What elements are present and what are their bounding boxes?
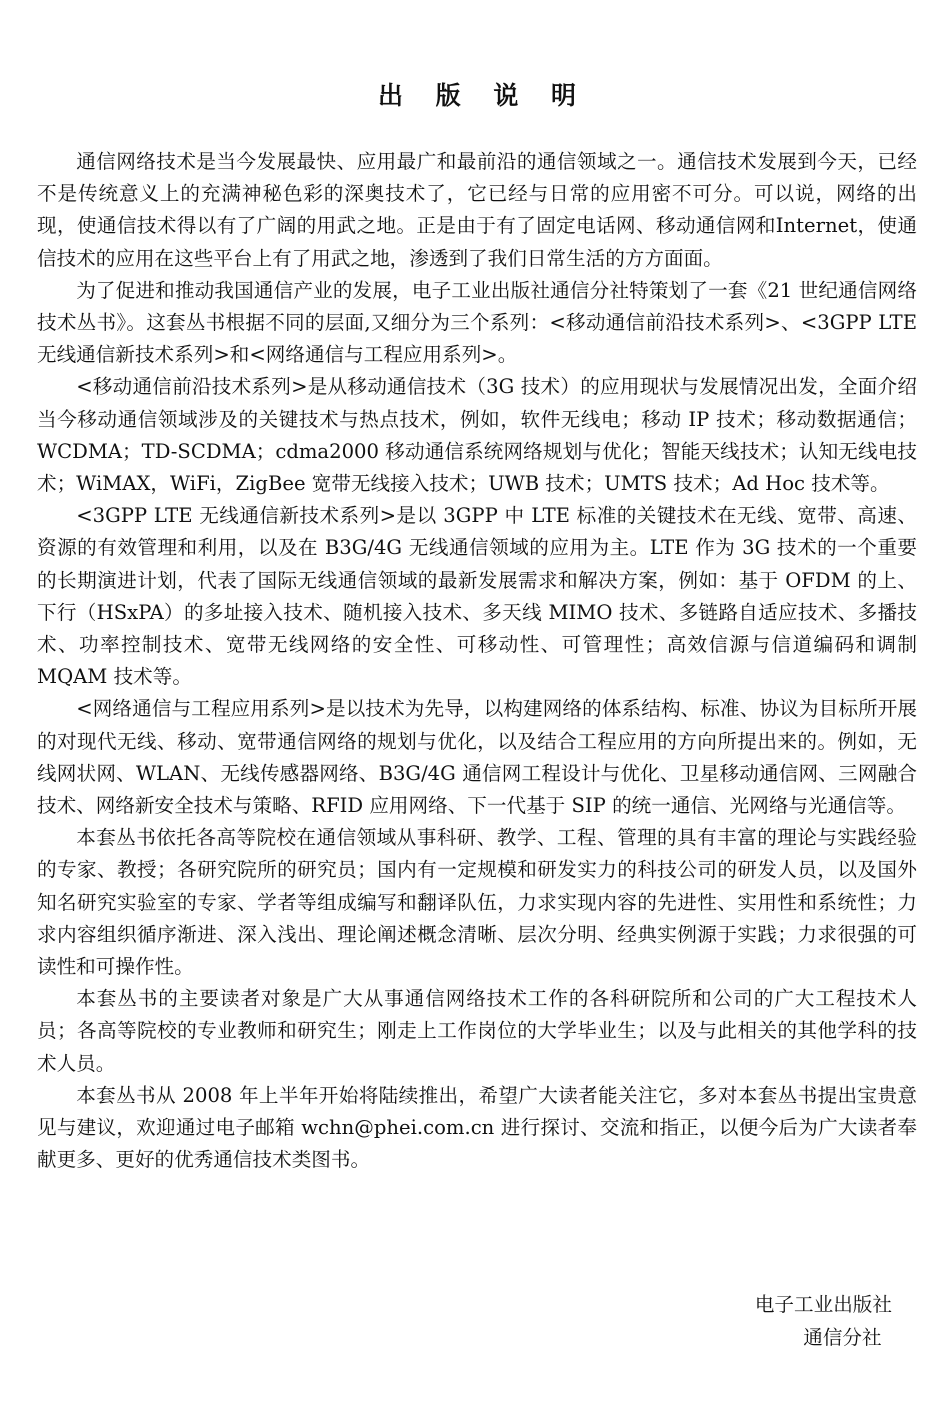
- document-page: [37, 0, 937, 1177]
- body-text: [37, 146, 937, 1177]
- signature-block: [755, 1288, 892, 1354]
- paragraph-mobile-series: <移动通信前沿技术系列>是从移动通信技术（3G 技术）的应用现状与发展情况出发，全面介绍当今移动通信领域涉及的关键技术与热点技术，例如，软件无线电；移动 IP 技术；移动数据通信；WCDMA；TD-SCDMA；cdma2000 移动通信系统网络规划与优化；智能天线技术；认知无线电技术；WiMAX，WiFi，ZigBee 宽带无线接入技术；UWB 技术；UMTS 技术；Ad Hoc 技术等。: [37, 375, 917, 496]
- paragraph-contact: 本套丛书从 2008 年上半年开始将陆续推出，希望广大读者能关注它，多对本套丛书提出宝贵意见与建议，欢迎通过电子邮箱 wchn@phei.com.cn 进行探讨、交流和指正，以便今后为广大读者奉献更多、更好的优秀通信技术类图书。: [37, 1083, 917, 1172]
- signature-division: 通信分社: [803, 1326, 882, 1349]
- paragraph-lte-series: <3GPP LTE 无线通信新技术系列>是以 3GPP 中 LTE 标准的关键技术在无线、宽带、高速、资源的有效管理和利用，以及在 B3G/4G 无线通信领域的应用为主。LTE 作为 3G 技术的一个重要的长期演进计划，代表了国际无线通信领域的最新发展需求和解决方案，例如：基于 OFDM 的上、下行（HSxPA）的多址接入技术、随机接入技术、多天线 MIMO 技术、多链路自适应技术、多播技术、功率控制技术、宽带无线网络的安全性、可移动性、可管理性；高效信源与信道编码和调制 MQAM 技术等。: [37, 504, 917, 689]
- paragraph-intro: 通信网络技术是当今发展最快、应用最广和最前沿的通信领域之一。通信技术发展到今天，已经不是传统意义上的充满神秘色彩的深奥技术了，它已经与日常的应用密不可分。可以说，网络的出现，使通信技术得以有了广阔的用武之地。正是由于有了固定电话网、移动通信网和Internet，使通信技术的应用在这些平台上有了用武之地，渗透到了我们日常生活的方方面面。: [37, 150, 917, 270]
- paragraph-readers: 本套丛书的主要读者对象是广大从事通信网络技术工作的各科研院所和公司的广大工程技术人员；各高等院校的专业教师和研究生；刚走上工作岗位的大学毕业生；以及与此相关的其他学科的技术人员。: [37, 987, 917, 1075]
- signature-publisher: 电子工业出版社: [754, 1293, 892, 1316]
- paragraph-authors: 本套丛书依托各高等院校在通信领域从事科研、教学、工程、管理的具有丰富的理论与实践经验的专家、教授；各研究院所的研究员；国内有一定规模和研发实力的科技公司的研发人员，以及国外知名研究实验室的专家、学者等组成编写和翻译队伍，力求实现内容的先进性、实用性和系统性；力求内容组织循序渐进、深入浅出、理论阐述概念清晰、层次分明、经典实例源于实践；力求很强的可读性和可操作性。: [37, 826, 917, 979]
- page-title: 出 版 说 明: [377, 81, 589, 110]
- paragraph-network-series: <网络通信与工程应用系列>是以技术为先导，以构建网络的体系结构、标准、协议为目标所开展的对现代无线、移动、宽带通信网络的规划与优化，以及结合工程应用的方向所提出来的。例如，无线网状网、WLAN、无线传感器网络、B3G/4G 通信网工程设计与优化、卫星移动通信网、三网融合技术、网络新安全技术与策略、RFID 应用网络、下一代基于 SIP 的统一通信、光网络与光通信等。: [37, 697, 917, 818]
- paragraph-series-overview: 为了促进和推动我国通信产业的发展，电子工业出版社通信分社特策划了一套《21 世纪通信网络技术丛书》。这套丛书根据不同的层面,又细分为三个系列：<移动通信前沿技术系列>、<3GPP LTE 无线通信新技术系列>和<网络通信与工程应用系列>。: [37, 278, 937, 367]
